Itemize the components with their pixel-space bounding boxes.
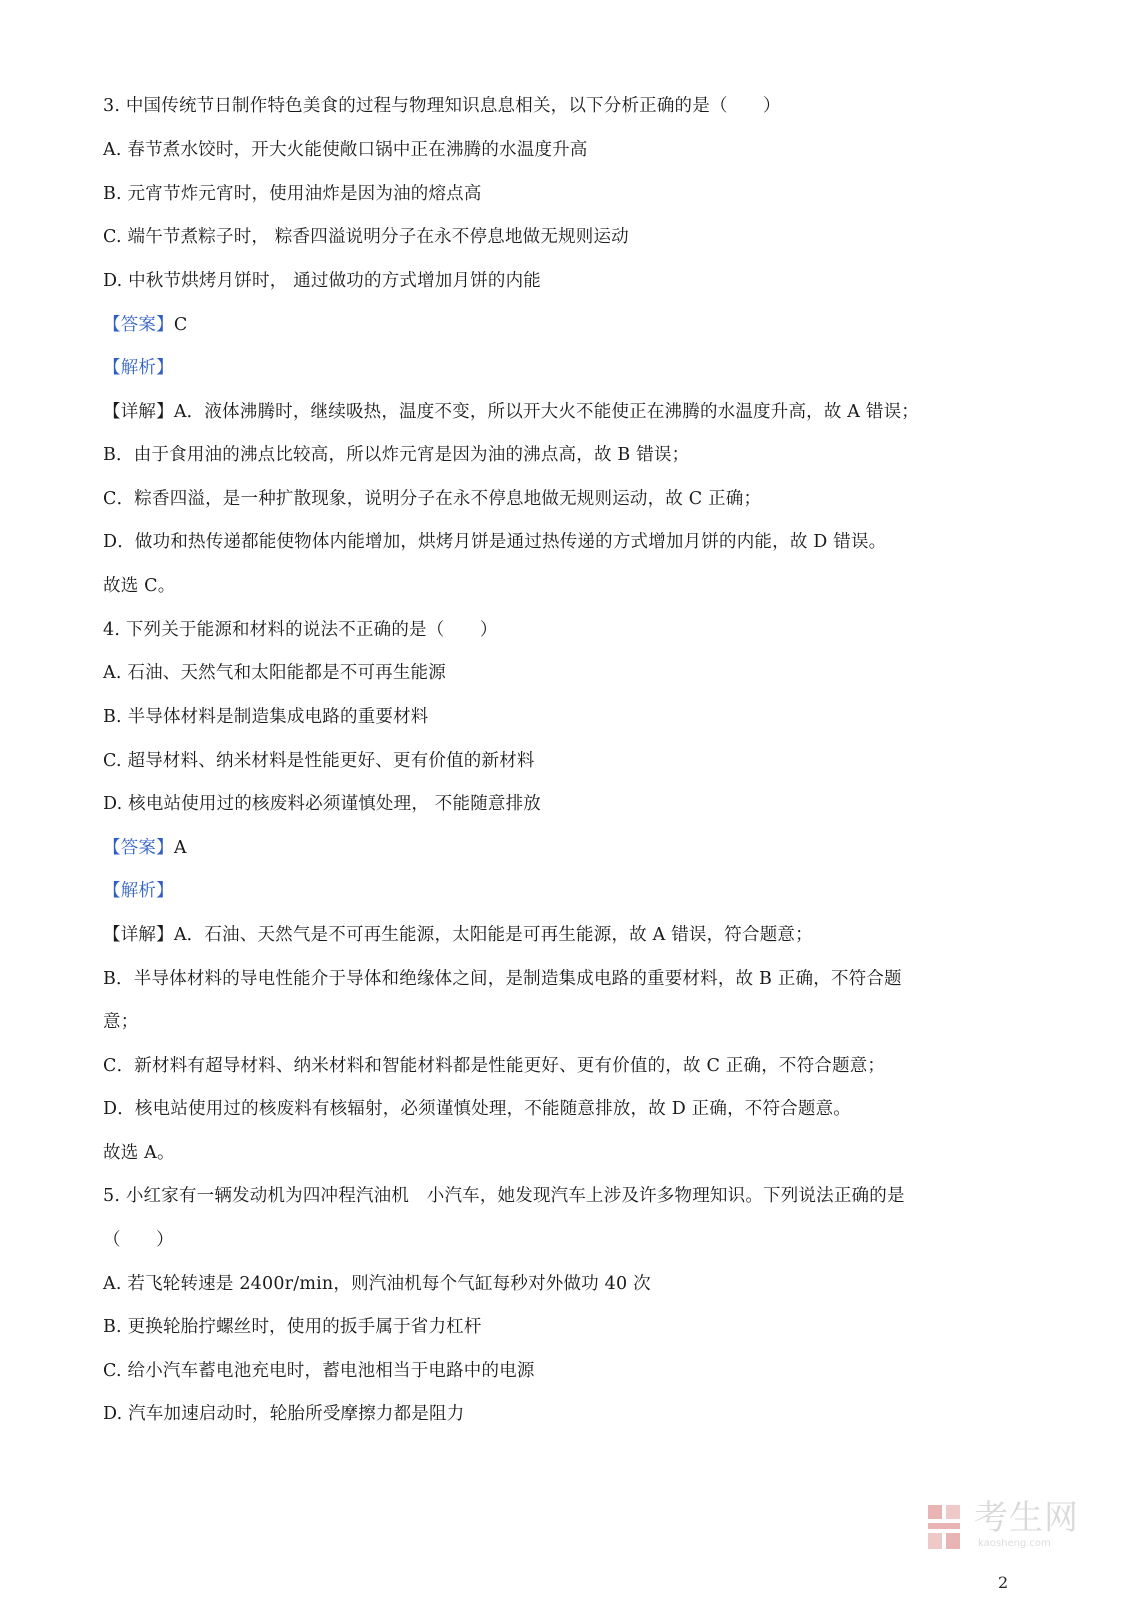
q3-option-d: D. 中秋节烘烤月饼时， 通过做功的方式增加月饼的内能 — [103, 271, 541, 291]
q4-detail-line: A．石油、天然气是不可再生能源，太阳能是可再生能源，故 A 错误，符合题意； — [173, 925, 813, 945]
q4-detail-c: C．新材料有超导材料、纳米材料和智能材料都是性能更好、更有价值的，故 C 正确，不符合题意； — [103, 1056, 886, 1076]
q3-answer-tag: 【答案】 — [103, 315, 174, 335]
watermark-url: kaosheng.com — [978, 1538, 1051, 1549]
q3-analysis-tag: 【解析】 — [103, 358, 174, 378]
q5-option-d: D. 汽车加速启动时，轮胎所受摩擦力都是阻力 — [103, 1404, 465, 1424]
q4-answer-value: A — [173, 838, 187, 858]
q3-stem: 3. 中国传统节日制作特色美食的过程与物理知识息息相关，以下分析正确的是（ ） — [103, 96, 781, 116]
q3-detail-b: B．由于食用油的沸点比较高，所以炸元宵是因为油的沸点高，故 B 错误； — [103, 445, 690, 465]
q4-answer-tag: 【答案】 — [103, 838, 174, 858]
q5-stem-line1: 5. 小红家有一辆发动机为四冲程汽油机 小汽车，她发现汽车上涉及许多物理知识。下列说法正确的是 — [103, 1186, 905, 1206]
q4-detail-b-cont: 意； — [103, 1012, 139, 1032]
q4-detail-d: D．核电站使用过的核废料有核辐射，必须谨慎处理，不能随意排放，故 D 正确，不符合题意。 — [103, 1099, 851, 1119]
q3-answer-value: C — [173, 315, 188, 335]
page-number: 2 — [998, 1573, 1009, 1592]
q4-option-b: B. 半导体材料是制造集成电路的重要材料 — [103, 707, 429, 727]
q5-option-b: B. 更换轮胎拧螺丝时，使用的扳手属于省力杠杆 — [103, 1317, 482, 1337]
q3-detail-tag: 【详解】 — [103, 402, 174, 422]
watermark-title: 考生网 — [974, 1498, 1079, 1538]
q4-analysis-tag: 【解析】 — [103, 881, 174, 901]
q4-conclusion: 故选 A。 — [103, 1143, 175, 1163]
q4-option-d: D. 核电站使用过的核废料必须谨慎处理， 不能随意排放 — [103, 794, 541, 814]
q5-option-c: C. 给小汽车蓄电池充电时，蓄电池相当于电路中的电源 — [103, 1361, 535, 1381]
q3-detail-line: A．液体沸腾时，继续吸热，温度不变，所以开大火不能使正在沸腾的水温度升高，故 A 错误； — [173, 402, 920, 422]
q4-detail-tag: 【详解】 — [103, 925, 174, 945]
q3-option-c: C. 端午节煮粽子时， 粽香四溢说明分子在永不停息地做无规则运动 — [103, 227, 629, 247]
q5-stem-line2: （ ） — [103, 1230, 174, 1250]
q3-detail-c: C．粽香四溢，是一种扩散现象，说明分子在永不停息地做无规则运动，故 C 正确； — [103, 489, 762, 509]
q5-option-a: A. 若飞轮转速是 2400r/min，则汽油机每个气缸每秒对外做功 40 次 — [103, 1274, 651, 1294]
q3-option-b: B. 元宵节炸元宵时，使用油炸是因为油的熔点高 — [103, 184, 482, 204]
q4-option-c: C. 超导材料、纳米材料是性能更好、更有价值的新材料 — [103, 751, 535, 771]
q3-detail-d: D．做功和热传递都能使物体内能增加，烘烤月饼是通过热传递的方式增加月饼的内能，故 D 错误。 — [103, 532, 887, 552]
q3-conclusion: 故选 C。 — [103, 576, 176, 596]
kaosheng-watermark — [926, 1497, 1116, 1557]
kaosheng-logo-icon — [926, 1501, 966, 1553]
q4-stem: 4. 下列关于能源和材料的说法不正确的是（ ） — [103, 620, 498, 640]
q4-detail-b: B．半导体材料的导电性能介于导体和绝缘体之间，是制造集成电路的重要材料，故 B 正确，不符合题 — [103, 969, 902, 989]
q3-answer — [103, 314, 187, 336]
q4-detail-a — [103, 924, 813, 946]
q3-detail-a — [103, 401, 919, 423]
q4-option-a: A. 石油、天然气和太阳能都是不可再生能源 — [103, 663, 446, 683]
q3-option-a: A. 春节煮水饺时，开大火能使敞口锅中正在沸腾的水温度升高 — [103, 140, 588, 160]
q4-answer — [103, 837, 187, 859]
